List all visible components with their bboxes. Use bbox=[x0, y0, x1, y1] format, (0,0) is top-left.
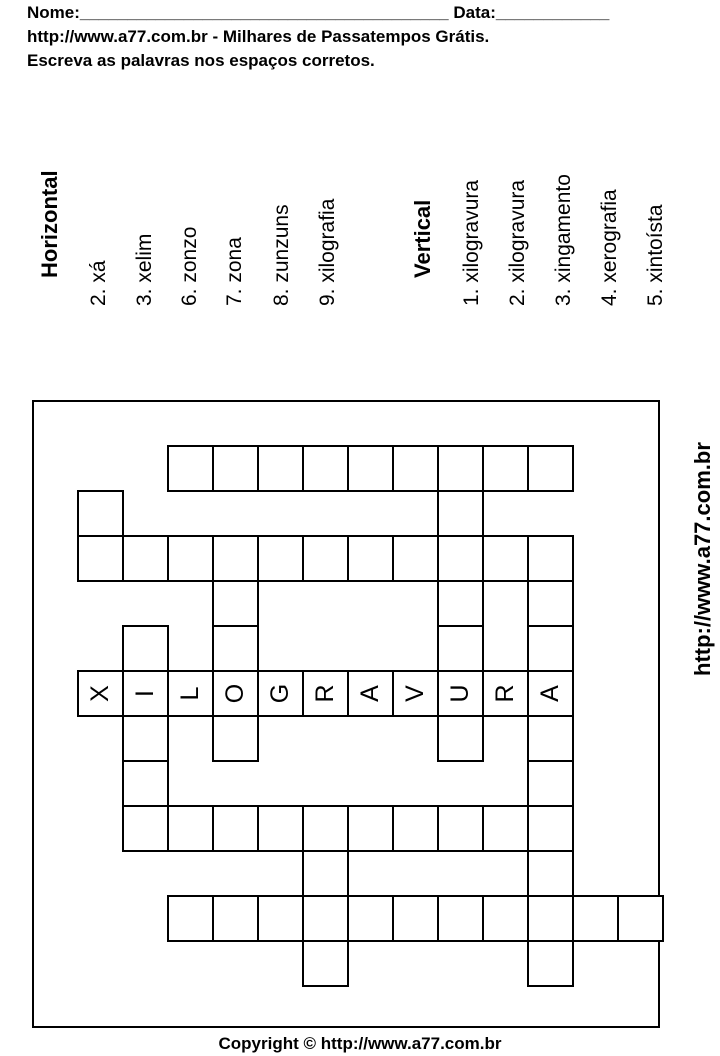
crossword-cell[interactable] bbox=[437, 670, 484, 717]
crossword-cell[interactable] bbox=[167, 670, 214, 717]
crossword-cell[interactable] bbox=[302, 940, 349, 987]
crossword-cell[interactable] bbox=[302, 535, 349, 582]
crossword-cell[interactable] bbox=[122, 625, 169, 672]
crossword-cell[interactable] bbox=[212, 445, 259, 492]
crossword-cell[interactable] bbox=[482, 535, 529, 582]
crossword-cell[interactable] bbox=[437, 625, 484, 672]
crossword-cell[interactable] bbox=[302, 670, 349, 717]
crossword-cell[interactable] bbox=[257, 535, 304, 582]
crossword-cell[interactable] bbox=[527, 850, 574, 897]
clue-horizontal: 2. xá bbox=[87, 260, 110, 306]
crossword-cell[interactable] bbox=[122, 760, 169, 807]
crossword-cell[interactable] bbox=[212, 670, 259, 717]
crossword-cell[interactable] bbox=[527, 895, 574, 942]
crossword-cell[interactable] bbox=[527, 940, 574, 987]
clue-vertical: 1. xilogravura bbox=[460, 179, 483, 306]
crossword-cell[interactable] bbox=[527, 580, 574, 627]
crossword-cell[interactable] bbox=[122, 715, 169, 762]
crossword-cell[interactable] bbox=[122, 670, 169, 717]
crossword-cell[interactable] bbox=[347, 805, 394, 852]
crossword-cell[interactable] bbox=[527, 805, 574, 852]
crossword-cell[interactable] bbox=[527, 535, 574, 582]
crossword-cell[interactable] bbox=[347, 670, 394, 717]
clue-vertical: 4. xerografia bbox=[598, 189, 621, 306]
horizontal-heading: Horizontal bbox=[37, 170, 62, 278]
crossword-cell[interactable] bbox=[122, 805, 169, 852]
side-url: http://www.a77.com.br bbox=[690, 442, 715, 676]
clue-vertical: 5. xintoísta bbox=[644, 204, 667, 306]
crossword-cell[interactable] bbox=[347, 445, 394, 492]
clue-vertical: 2. xilogravura bbox=[506, 179, 529, 306]
clue-horizontal: 7. zona bbox=[223, 237, 246, 306]
cell-letter: L bbox=[176, 686, 204, 701]
crossword-cell[interactable] bbox=[257, 805, 304, 852]
crossword-cell[interactable] bbox=[527, 670, 574, 717]
crossword-cell[interactable] bbox=[257, 670, 304, 717]
crossword-cell[interactable] bbox=[302, 445, 349, 492]
crossword-cell[interactable] bbox=[392, 805, 439, 852]
crossword-cell[interactable] bbox=[167, 805, 214, 852]
name-date-line: Nome:_______________________________________ Data:____________ bbox=[27, 3, 610, 22]
crossword-cell[interactable] bbox=[482, 670, 529, 717]
crossword-cell[interactable] bbox=[527, 625, 574, 672]
crossword-cell[interactable] bbox=[212, 625, 259, 672]
crossword-cell[interactable] bbox=[437, 580, 484, 627]
crossword-cell[interactable] bbox=[257, 895, 304, 942]
crossword-cell[interactable] bbox=[392, 670, 439, 717]
instructions: Escreva as palavras nos espaços corretos. bbox=[27, 51, 375, 70]
crossword-cell[interactable] bbox=[437, 445, 484, 492]
site-line: http://www.a77.com.br - Milhares de Passatempos Grátis. bbox=[27, 27, 490, 46]
cell-letter: X bbox=[86, 685, 114, 702]
crossword-cell[interactable] bbox=[212, 895, 259, 942]
crossword-cell[interactable] bbox=[437, 535, 484, 582]
crossword-cell[interactable] bbox=[167, 535, 214, 582]
crossword-cell[interactable] bbox=[347, 895, 394, 942]
crossword-cell[interactable] bbox=[212, 535, 259, 582]
crossword-cell[interactable] bbox=[77, 490, 124, 537]
crossword-cell[interactable] bbox=[527, 760, 574, 807]
clue-horizontal: 6. zonzo bbox=[178, 226, 201, 306]
crossword-cell[interactable] bbox=[392, 895, 439, 942]
crossword-cell[interactable] bbox=[392, 535, 439, 582]
cell-letter: R bbox=[311, 684, 339, 703]
clue-horizontal: 9. xilografia bbox=[316, 198, 339, 306]
crossword-cell[interactable] bbox=[77, 535, 124, 582]
cell-letter: I bbox=[131, 690, 159, 697]
vertical-heading: Vertical bbox=[410, 199, 435, 278]
cell-letter: V bbox=[401, 685, 429, 702]
crossword-cell[interactable] bbox=[617, 895, 664, 942]
crossword-cell[interactable] bbox=[482, 895, 529, 942]
clue-vertical: 3. xingamento bbox=[552, 174, 575, 306]
crossword-cell[interactable] bbox=[527, 445, 574, 492]
crossword-cell[interactable] bbox=[437, 895, 484, 942]
copyright-footer: Copyright © http://www.a77.com.br bbox=[218, 1034, 502, 1053]
crossword-cell[interactable] bbox=[302, 805, 349, 852]
crossword-cell[interactable] bbox=[302, 895, 349, 942]
crossword-cell[interactable] bbox=[527, 715, 574, 762]
crossword-cell[interactable] bbox=[392, 445, 439, 492]
crossword-cell[interactable] bbox=[77, 670, 124, 717]
cell-letter: A bbox=[356, 685, 384, 702]
cell-letter: O bbox=[221, 683, 249, 704]
crossword-cell[interactable] bbox=[437, 805, 484, 852]
crossword-cell[interactable] bbox=[212, 715, 259, 762]
crossword-cell[interactable] bbox=[212, 805, 259, 852]
crossword-cell[interactable] bbox=[302, 850, 349, 897]
crossword-cell[interactable] bbox=[257, 445, 304, 492]
cell-letter: U bbox=[446, 684, 474, 703]
cell-letter: A bbox=[536, 685, 564, 702]
crossword-cell[interactable] bbox=[437, 715, 484, 762]
crossword-cell[interactable] bbox=[212, 580, 259, 627]
crossword-cell[interactable] bbox=[437, 490, 484, 537]
crossword-cell[interactable] bbox=[167, 445, 214, 492]
crossword-cell[interactable] bbox=[572, 895, 619, 942]
crossword-cell[interactable] bbox=[347, 535, 394, 582]
crossword-cell[interactable] bbox=[167, 895, 214, 942]
crossword-cell[interactable] bbox=[482, 805, 529, 852]
crossword-cell[interactable] bbox=[122, 535, 169, 582]
cell-letter: G bbox=[266, 683, 294, 704]
clue-horizontal: 8. zunzuns bbox=[270, 204, 293, 306]
clue-horizontal: 3. xelim bbox=[133, 233, 156, 306]
crossword-cell[interactable] bbox=[482, 445, 529, 492]
cell-letter: R bbox=[491, 684, 519, 703]
